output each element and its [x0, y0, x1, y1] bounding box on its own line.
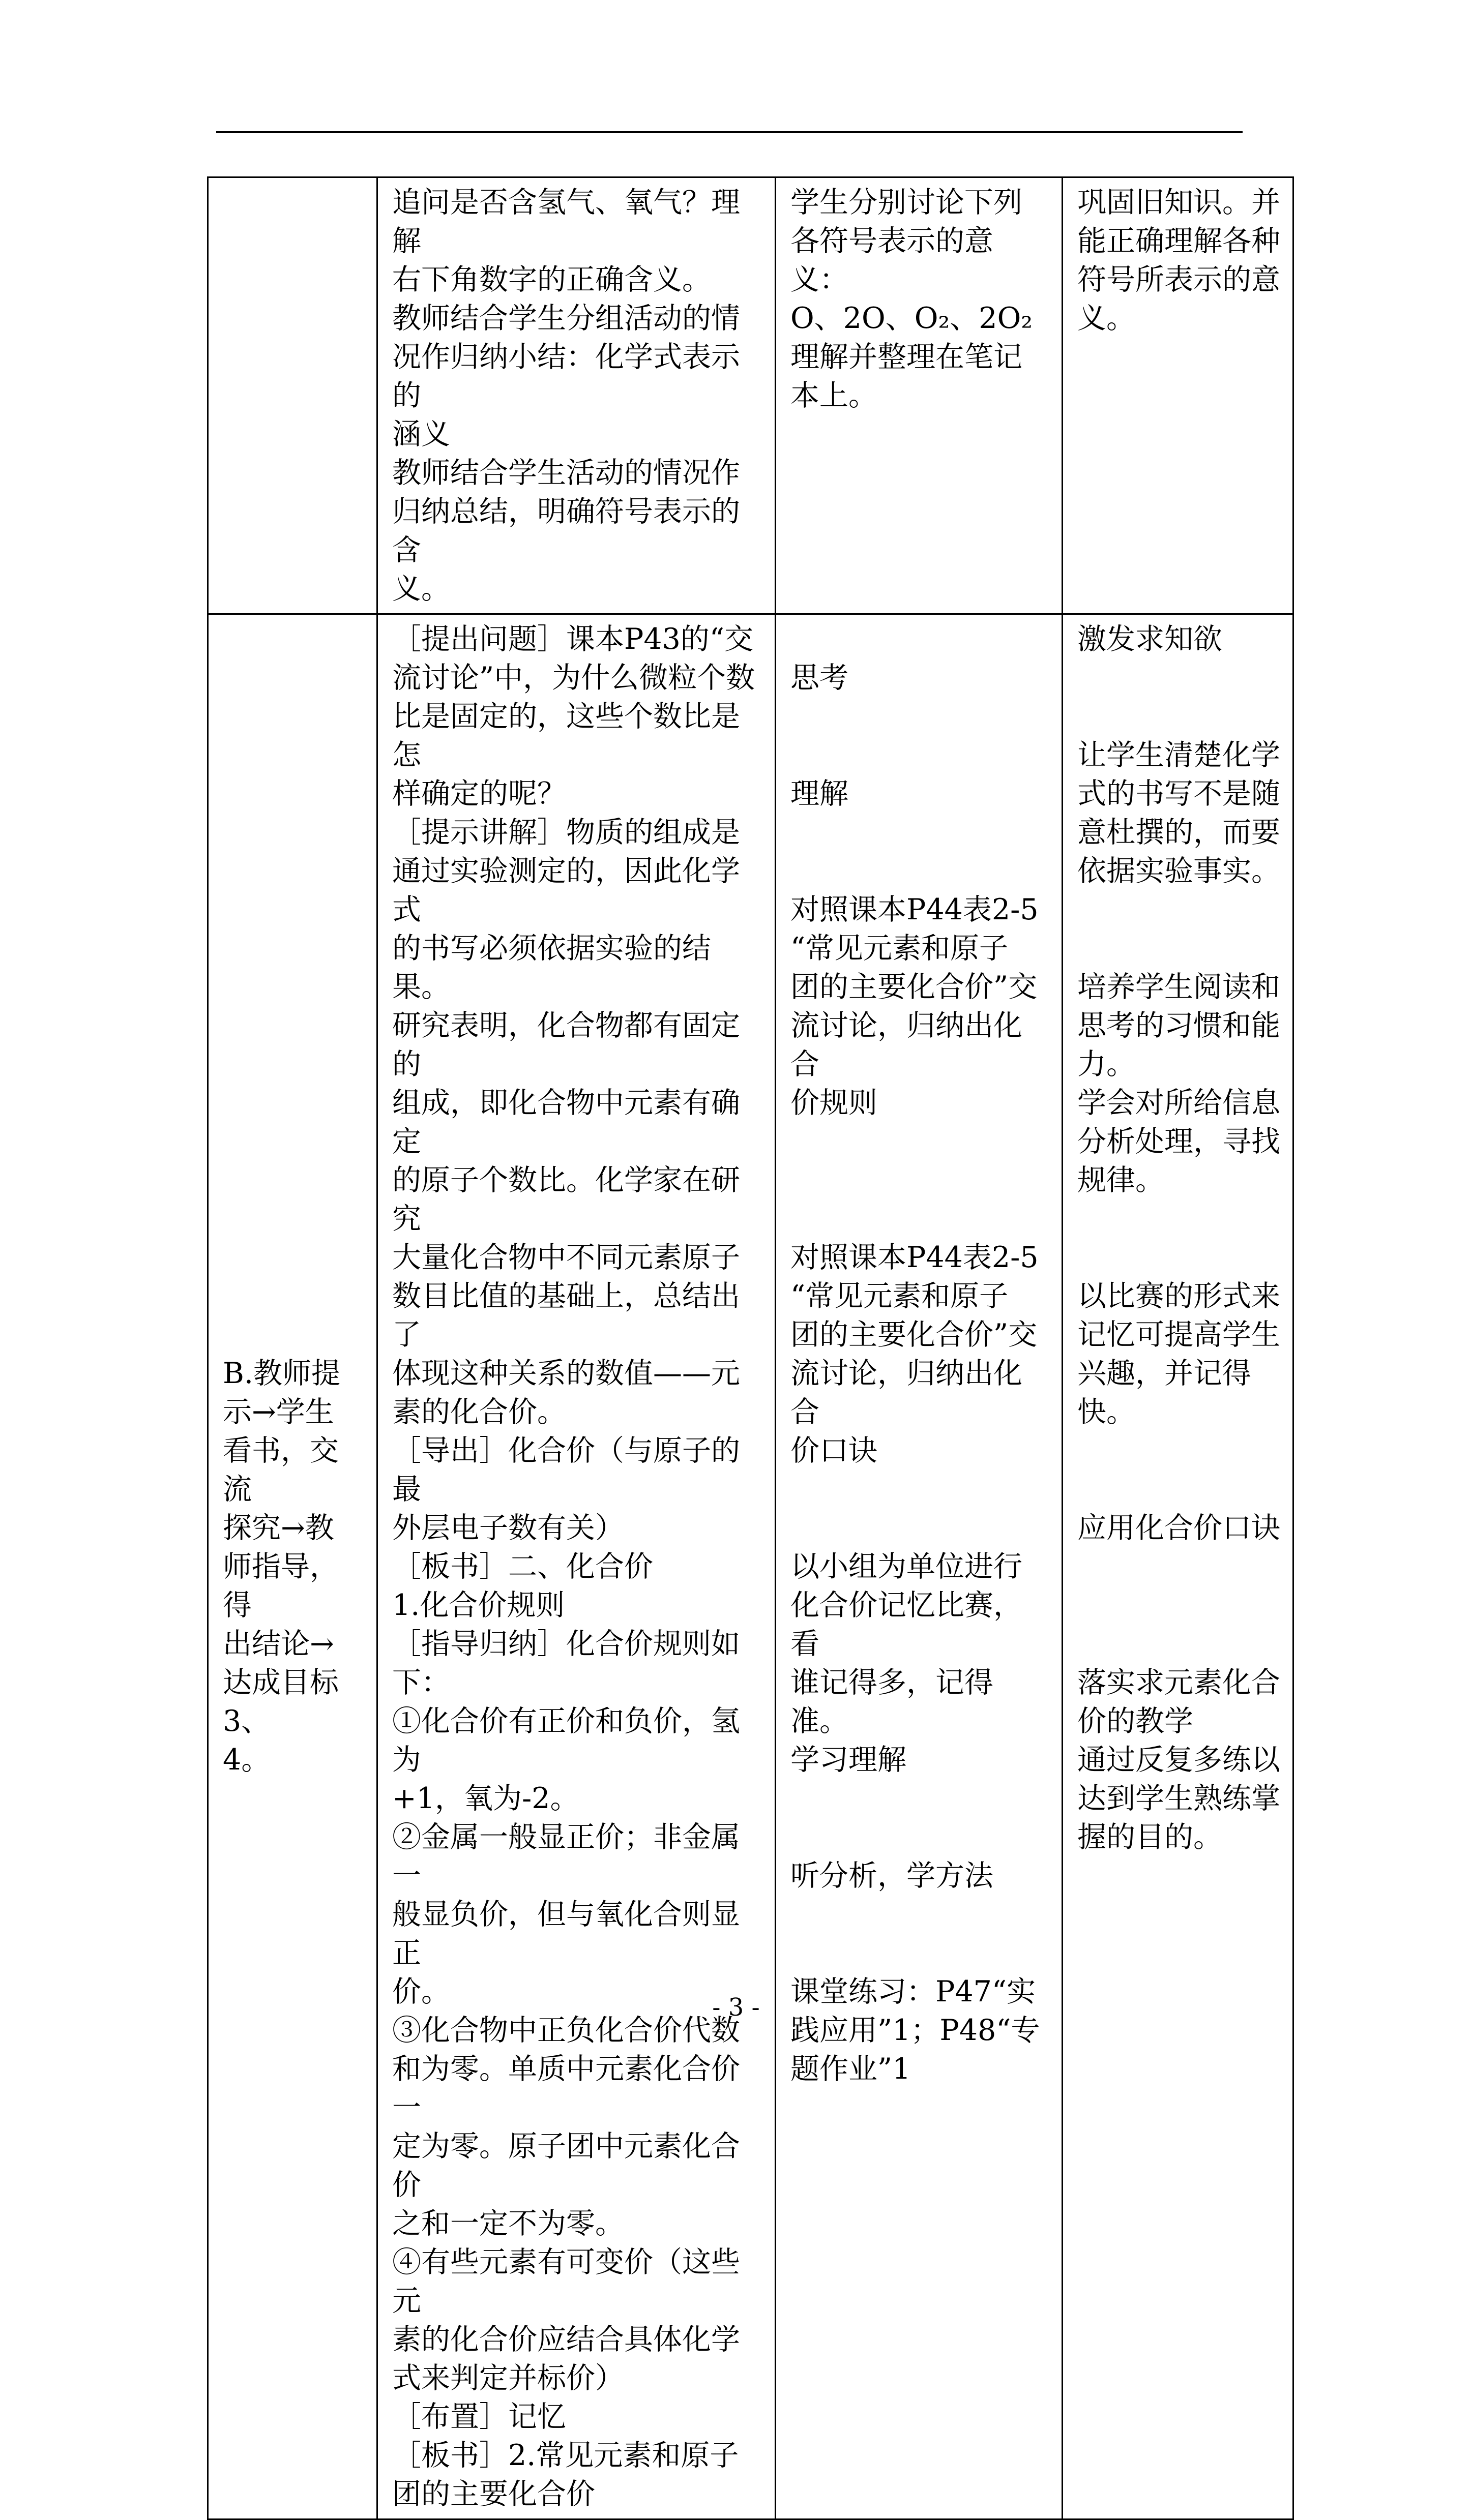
cell-text-line: 看书，交流 [223, 1434, 339, 1506]
cell-text-line [1077, 1199, 1280, 1238]
cell-text-line: 学生分别讨论下列 [790, 186, 1022, 219]
cell-text-line [1077, 1470, 1280, 1509]
cell-text-line: 让学生清楚化学 [1077, 738, 1280, 772]
cell-text-line: 的原子个数比。化学家在研究 [392, 1163, 740, 1236]
cell-text-line: +1，氧为-2。 [392, 1782, 579, 1815]
cell-text-line: 学会对所给信息 [1077, 1086, 1280, 1120]
cell-text-line: 的书写必须依据实验的结果。 [392, 932, 711, 1004]
table-row [208, 177, 1293, 614]
cell-text-line: 况作归纳小结：化学式表示的 [392, 340, 740, 412]
cell-text-line: 价。 [392, 1975, 450, 2008]
cell-text-line: ［提示讲解］物质的组成是 [392, 816, 740, 849]
cell-text-line: 体现这种关系的数值——元 [392, 1357, 740, 1390]
lesson-plan-table [207, 176, 1294, 2520]
cell-text-line [1077, 697, 1280, 736]
cell-text-line: 化合价记忆比赛，看 [790, 1588, 1022, 1661]
cell-text-line: ①化合价有正价和负价，氢为 [392, 1704, 740, 1777]
cell-text-line: 达成目标3、 [223, 1666, 339, 1738]
cell-text-line [1077, 1586, 1280, 1625]
teacher-activity-cell [377, 614, 776, 2519]
cell-text-line: 涵义 [392, 417, 450, 451]
cell-text-line: 和为零。单质中元素化合价一 [392, 2052, 740, 2124]
cell-text-line: 听分析，学方法 [790, 1859, 993, 1893]
cell-text-line: 分析处理，寻找 [1077, 1125, 1280, 1158]
cell-text-line: “常见元素和原子 [790, 932, 1009, 965]
cell-text-line [1077, 1547, 1280, 1586]
cell-text-line: 追问是否含氢气、氧气？理解 [392, 186, 740, 258]
cell-text-line: 通过实验测定的，因此化学式 [392, 854, 740, 926]
table-row [208, 614, 1293, 2519]
cell-text-line: 对照课本P44表2-5 [790, 893, 1039, 926]
cell-text-line: 意杜撰的，而要 [1077, 816, 1280, 849]
cell-text-line [1077, 929, 1280, 968]
cell-text-line: 流讨论”中，为什么微粒个数 [392, 661, 755, 695]
cell-text-line [790, 1470, 1049, 1509]
cell-text-line: 各符号表示的意义： [790, 224, 993, 296]
cell-text-line [790, 620, 1049, 658]
cell-text-line [790, 697, 1049, 736]
cell-text-line: 学习理解 [790, 1743, 906, 1777]
cell-text-line: 比是固定的，这些个数比是怎 [392, 700, 740, 772]
cell-text-line: 组成，即化合物中元素有确定 [392, 1086, 740, 1158]
cell-text-line: 以小组为单位进行 [790, 1550, 1022, 1583]
cell-text-line: ④有些元素有可变价（这些元 [392, 2245, 740, 2318]
cell-text-line: 达到学生熟练掌 [1077, 1782, 1280, 1815]
cell-text-line: 团的主要化合价”交 [790, 1318, 1038, 1352]
cell-text-line: 师指导，得 [223, 1550, 339, 1622]
cell-text-line: 教师结合学生分组活动的情 [392, 302, 740, 335]
cell-text-line [790, 1934, 1049, 1972]
cell-text-line: 记忆可提高学生 [1077, 1318, 1280, 1352]
cell-text-line: 握的目的。 [1077, 1820, 1222, 1854]
cell-text-line: 1.化合价规则 [392, 1588, 565, 1622]
cell-text-line: 数目比值的基础上，总结出了 [392, 1279, 740, 1352]
cell-text-line: B.教师提 [223, 1357, 341, 1390]
cell-text-line: 素的化合价。 [392, 1395, 566, 1429]
cell-text-line [790, 1122, 1049, 1161]
student-activity-cell [776, 177, 1063, 614]
cell-text-line: 规律。 [1077, 1163, 1164, 1197]
cell-text-line [1077, 1238, 1280, 1277]
cell-text-line: ［板书］二、化合价 [392, 1550, 653, 1583]
cell-text-line: 符号所表示的意 [1077, 263, 1280, 296]
cell-text-line: 思考的习惯和能 [1077, 1009, 1280, 1042]
cell-text-line: 巩固旧知识。并 [1077, 186, 1280, 219]
cell-text-line: ［提出问题］课本P43的“交 [392, 622, 754, 656]
cell-text-line: 定为零。原子团中元素化合价 [392, 2129, 740, 2202]
cell-text-line: 理解 [790, 777, 848, 811]
header-rule [216, 131, 1243, 133]
cell-text-line: ［布置］记忆 [392, 2400, 566, 2434]
cell-text-line: 大量化合物中不同元素原子 [392, 1241, 740, 1274]
design-intent-cell [1063, 177, 1293, 614]
cell-text-line: 价规则 [790, 1086, 877, 1120]
cell-text-line [1077, 658, 1280, 697]
cell-text-line: 右下角数字的正确含义。 [392, 263, 711, 296]
stage-cell [208, 614, 377, 2519]
cell-text-line: 价口诀 [790, 1434, 877, 1467]
cell-text-line: 示→学生 [223, 1395, 334, 1429]
cell-text-line: ②金属一般显正价；非金属一 [392, 1820, 740, 1893]
cell-text-line: 理解并整理在笔记 [790, 340, 1022, 374]
cell-text-line: 教师结合学生活动的情况作 [392, 456, 740, 490]
cell-text-line: 课堂练习：P47“实 [790, 1975, 1036, 2008]
cell-text-line: ［板书］2.常见元素和原子 [392, 2439, 739, 2472]
cell-text-line: 本上。 [790, 379, 877, 412]
cell-text-line [790, 813, 1049, 852]
cell-text-line [1077, 890, 1280, 929]
student-activity-cell [776, 614, 1063, 2519]
cell-text-line: 题作业”1 [790, 2052, 911, 2086]
cell-text-line: 式来判定并标价） [392, 2361, 624, 2395]
cell-text-line: 团的主要化合价 [392, 2477, 595, 2511]
cell-text-line: 探究→教 [223, 1511, 334, 1545]
cell-text-line: 4。 [223, 1743, 271, 1777]
cell-text-line: 团的主要化合价”交 [790, 970, 1038, 1004]
cell-text-line: 出结论→ [223, 1627, 334, 1661]
cell-text-line: O、2O、O₂、2O₂ [790, 302, 1033, 335]
cell-text-line: 流讨论，归纳出化合 [790, 1357, 1022, 1429]
cell-text-line: 般显负价，但与氧化合则显正 [392, 1898, 740, 1970]
cell-text-line: 依据实验事实。 [1077, 854, 1280, 888]
cell-text-line: “常见元素和原子 [790, 1279, 1009, 1313]
cell-text-line: 谁记得多，记得准。 [790, 1666, 993, 1738]
teacher-activity-cell [377, 177, 776, 614]
cell-text-line [790, 1818, 1049, 1856]
cell-text-line: 思考 [790, 661, 848, 695]
page-number: - 3 - [712, 1993, 760, 2022]
cell-text-line: 归纳总结，明确符号表示的含 [392, 495, 740, 567]
cell-text-line: 外层电子数有关） [392, 1511, 624, 1545]
cell-text-line: 力。 [1077, 1047, 1135, 1081]
cell-text-line: 培养学生阅读和 [1077, 970, 1280, 1004]
stage-cell [208, 177, 377, 614]
cell-text-line: ［导出］化合价（与原子的最 [392, 1434, 740, 1506]
cell-text-line: 素的化合价应结合具体化学 [392, 2323, 740, 2356]
cell-text-line [790, 852, 1049, 890]
cell-text-line [790, 1161, 1049, 1199]
cell-text-line: 能正确理解各种 [1077, 224, 1280, 258]
cell-text-line: 样确定的呢？ [392, 777, 566, 811]
cell-text-line: 义。 [392, 572, 450, 606]
cell-text-line: 义。 [1077, 302, 1135, 335]
cell-text-line: 兴趣，并记得快。 [1077, 1357, 1251, 1429]
cell-text-line: 研究表明，化合物都有固定的 [392, 1009, 740, 1081]
cell-text-line: ③化合物中正负化合价代数 [392, 2014, 740, 2047]
cell-text-line: 之和一定不为零。 [392, 2207, 624, 2240]
cell-text-line: 下： [392, 1666, 450, 1699]
cell-text-line: 对照课本P44表2-5 [790, 1241, 1039, 1274]
cell-text-line [790, 1779, 1049, 1818]
cell-text-line [1077, 1625, 1280, 1663]
cell-text-line [1077, 1431, 1280, 1470]
cell-text-line [790, 1199, 1049, 1238]
cell-text-line: 应用化合价口诀 [1077, 1511, 1280, 1545]
cell-text-line: 落实求元素化合 [1077, 1666, 1280, 1699]
cell-text-line: 价的教学 [1077, 1704, 1193, 1738]
cell-text-line [790, 1509, 1049, 1547]
design-intent-cell [1063, 614, 1293, 2519]
cell-text-line: 式的书写不是随 [1077, 777, 1280, 811]
cell-text-line: 践应用”1；P48“专 [790, 2014, 1040, 2047]
cell-text-line: 流讨论，归纳出化合 [790, 1009, 1022, 1081]
cell-text-line: 通过反复多练以 [1077, 1743, 1280, 1777]
cell-text-line [790, 1895, 1049, 1934]
cell-text-line: 激发求知欲 [1077, 622, 1222, 656]
cell-text-line: 以比赛的形式来 [1077, 1279, 1280, 1313]
cell-text-line [790, 736, 1049, 774]
cell-text-line: ［指导归纳］化合价规则如 [392, 1627, 740, 1661]
